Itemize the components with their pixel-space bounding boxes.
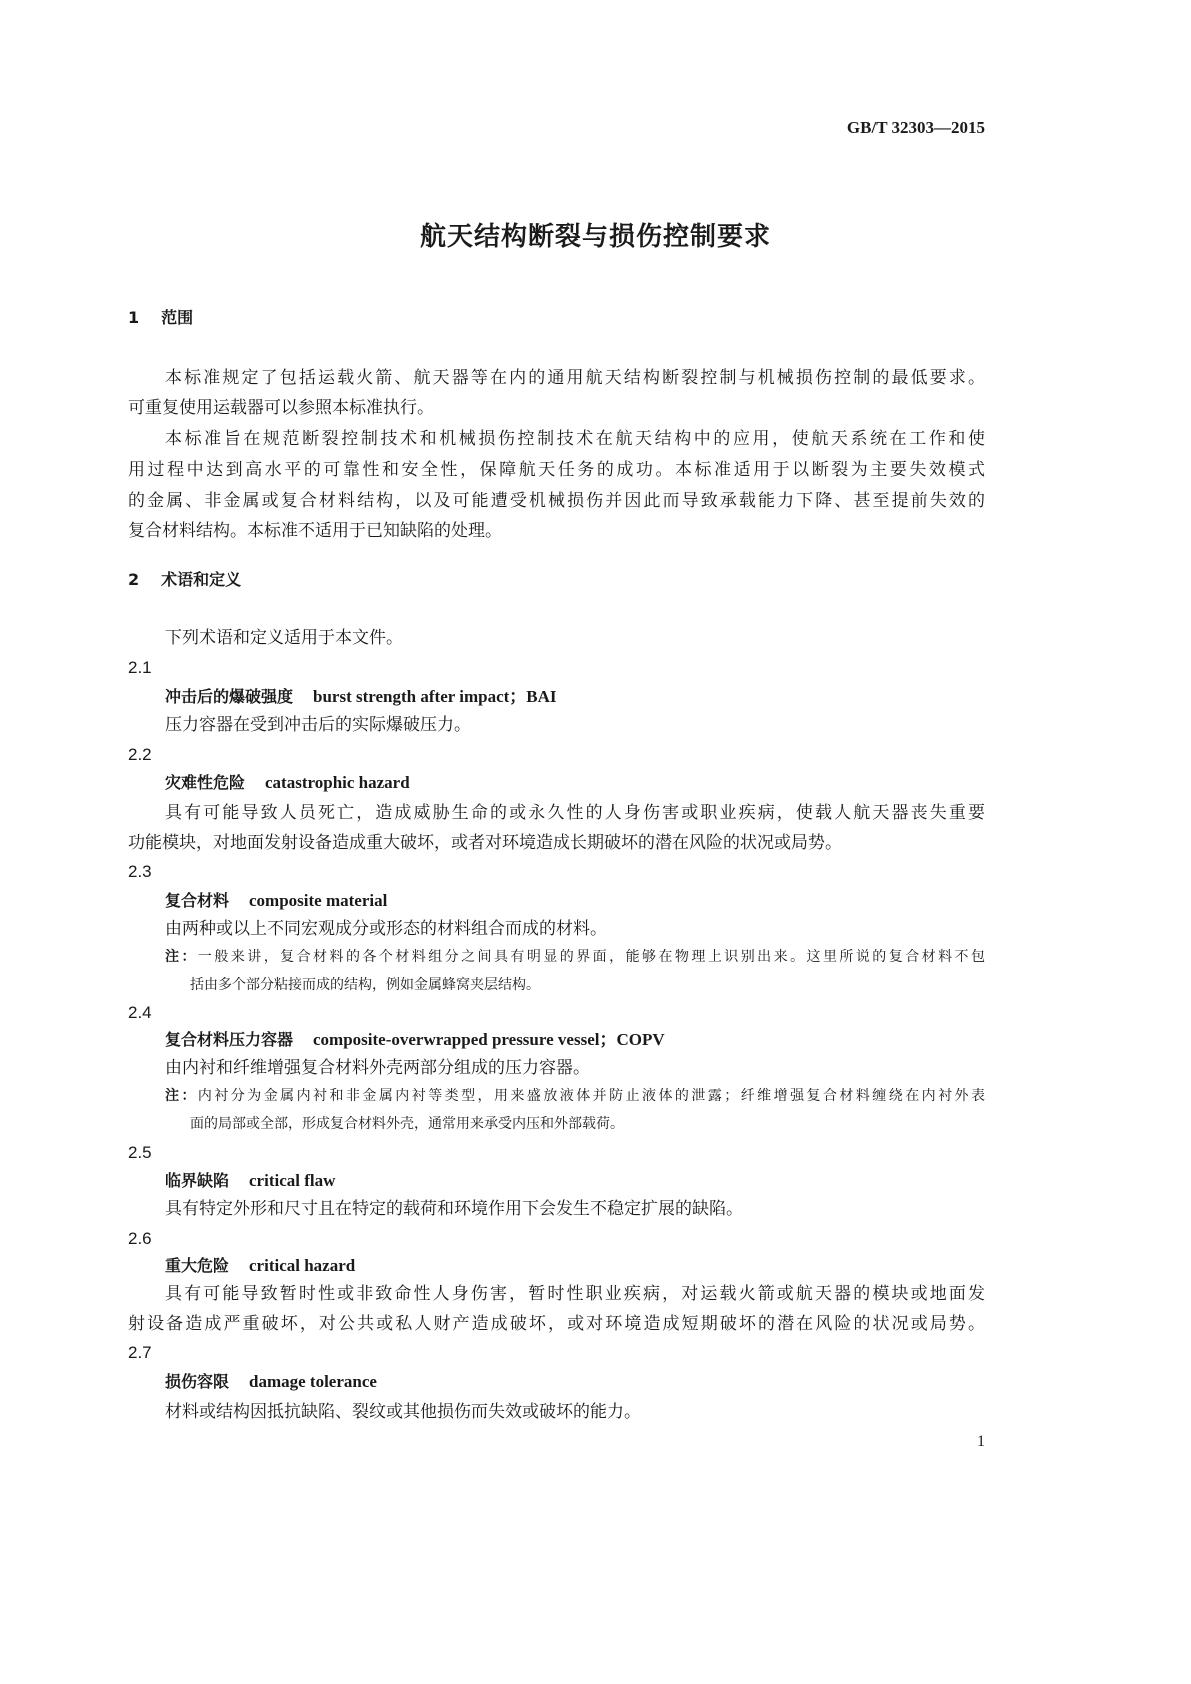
term-heading <box>165 686 1022 708</box>
section-number: 2 <box>128 570 140 589</box>
paragraph-line: 用过程中达到高水平的可靠性和安全性，保障航天任务的成功。本标准适用于以断裂为主要失效模式 <box>128 460 985 480</box>
term-en: burst strength after impact；BAI <box>313 687 557 706</box>
term-en: composite material <box>249 891 388 910</box>
document-number: GB/T 32303—2015 <box>846 118 985 137</box>
term-number: 2.6 <box>128 1229 152 1248</box>
term-zh: 复合材料 <box>165 891 230 910</box>
term-zh: 灾难性危险 <box>165 773 246 792</box>
term-definition: 射设备造成严重破坏，对公共或私人财产造成破坏，或对环境造成短期破坏的潜在风险的状况或局势。 <box>128 1314 985 1334</box>
intro-text: 下列术语和定义适用于本文件。 <box>165 628 403 648</box>
note-line <box>165 1086 985 1106</box>
note-line: 面的局部或全部，形成复合材料外壳，通常用来承受内压和外部载荷。 <box>190 1116 624 1132</box>
term-heading <box>165 890 1022 912</box>
page-number: 1 <box>977 1433 985 1450</box>
term-en: composite-overwrapped pressure vessel；COPV <box>313 1030 665 1049</box>
term-en: damage tolerance <box>249 1372 377 1391</box>
term-number: 2.4 <box>128 1003 152 1022</box>
section-number: 1 <box>128 308 140 327</box>
section-1-heading <box>128 307 985 329</box>
term-number: 2.1 <box>128 658 152 677</box>
note-line: 括由多个部分粘接而成的结构，例如金属蜂窝夹层结构。 <box>190 977 540 993</box>
term-number: 2.2 <box>128 745 152 764</box>
term-heading <box>165 1371 1022 1393</box>
term-definition: 具有可能导致人员死亡，造成威胁生命的或永久性的人身伤害或职业疾病，使载人航天器丧失重要 <box>165 803 985 823</box>
term-zh: 冲击后的爆破强度 <box>165 687 294 706</box>
note-label: 注： <box>165 949 198 965</box>
note-text: 内衬分为金属内衬和非金属内衬等类型，用来盛放液体并防止液体的泄露；纤维增强复合材料缠绕在内衬外表 <box>197 1088 986 1104</box>
paragraph-line: 本标准规定了包括运载火箭、航天器等在内的通用航天结构断裂控制与机械损伤控制的最低要求。 <box>165 368 985 388</box>
note-line <box>165 947 985 967</box>
term-number: 2.3 <box>128 862 152 881</box>
term-zh: 临界缺陷 <box>165 1171 230 1190</box>
section-title: 术语和定义 <box>161 570 242 589</box>
term-en: critical flaw <box>249 1171 336 1190</box>
term-definition: 由内衬和纤维增强复合材料外壳两部分组成的压力容器。 <box>165 1058 590 1078</box>
section-2-heading <box>128 569 985 591</box>
page-title: 航天结构断裂与损伤控制要求 <box>419 222 771 252</box>
term-zh: 损伤容限 <box>165 1372 230 1391</box>
term-heading <box>165 1255 1022 1277</box>
term-definition: 功能模块，对地面发射设备造成重大破坏，或者对环境造成长期破坏的潜在风险的状况或局势。 <box>128 833 842 853</box>
term-definition: 具有特定外形和尺寸且在特定的载荷和环境作用下会发生不稳定扩展的缺陷。 <box>165 1199 743 1219</box>
term-definition: 材料或结构因抵抗缺陷、裂纹或其他损伤而失效或破坏的能力。 <box>165 1402 641 1422</box>
term-en: catastrophic hazard <box>265 773 410 792</box>
term-zh: 重大危险 <box>165 1256 230 1275</box>
note-text: 一般来讲，复合材料的各个材料组分之间具有明显的界面，能够在物理上识别出来。这里所说的复合材料不包 <box>197 949 986 965</box>
paragraph-line: 的金属、非金属或复合材料结构，以及可能遭受机械损伤并因此而导致承载能力下降、甚至提前失效的 <box>128 491 985 511</box>
term-heading <box>165 1170 1022 1192</box>
term-zh: 复合材料压力容器 <box>165 1030 294 1049</box>
section-title: 范围 <box>161 308 194 327</box>
paragraph-line: 本标准旨在规范断裂控制技术和机械损伤控制技术在航天结构中的应用，使航天系统在工作和使 <box>165 429 985 449</box>
note-label: 注： <box>165 1088 198 1104</box>
term-definition: 具有可能导致暂时性或非致命性人身伤害，暂时性职业疾病，对运载火箭或航天器的模块或地面发 <box>165 1284 985 1304</box>
term-en: critical hazard <box>249 1256 356 1275</box>
term-heading <box>165 772 1022 794</box>
term-definition: 由两种或以上不同宏观成分或形态的材料组合而成的材料。 <box>165 919 607 939</box>
paragraph-line: 可重复使用运载器可以参照本标准执行。 <box>128 398 434 418</box>
term-number: 2.5 <box>128 1143 152 1162</box>
term-definition: 压力容器在受到冲击后的实际爆破压力。 <box>165 715 471 735</box>
paragraph-line: 复合材料结构。本标准不适用于已知缺陷的处理。 <box>128 521 502 541</box>
term-number: 2.7 <box>128 1343 152 1362</box>
term-heading <box>165 1029 1022 1051</box>
